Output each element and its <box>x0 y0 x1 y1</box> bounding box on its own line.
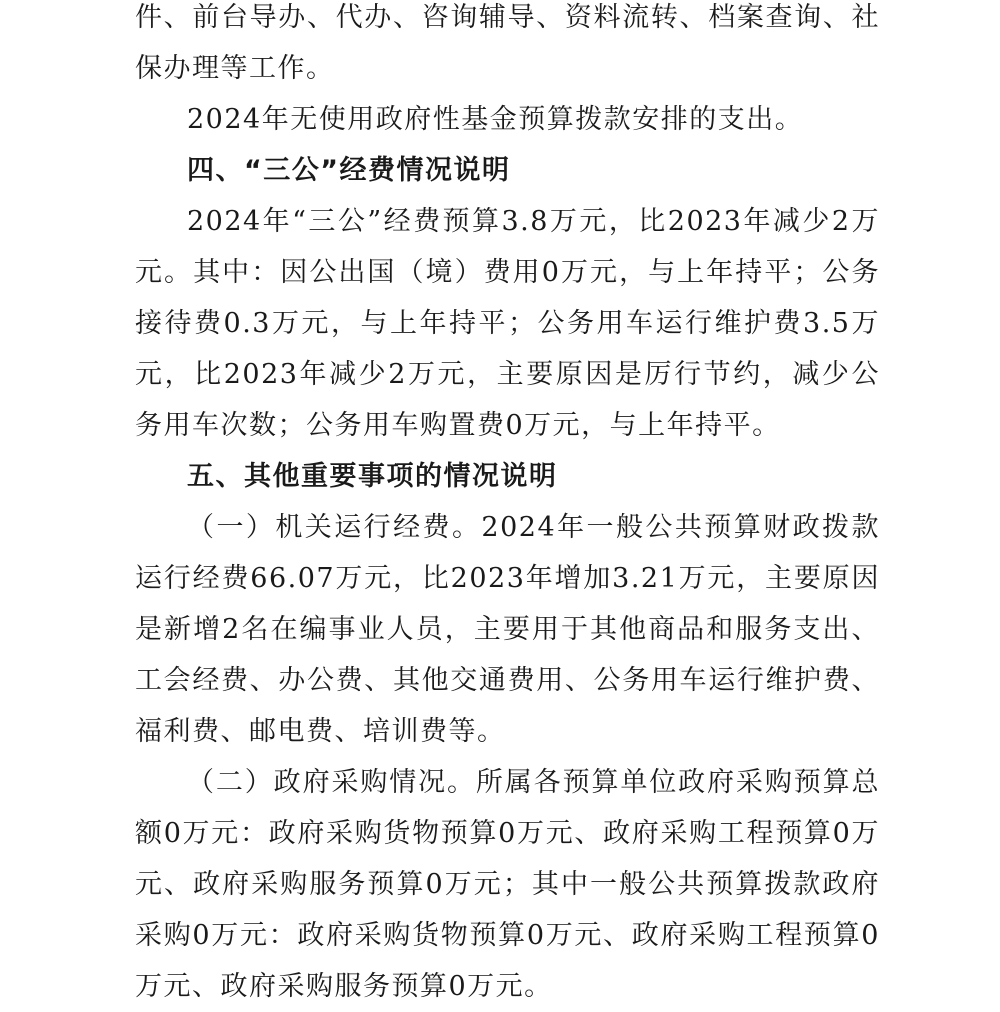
paragraph-service-items: 件、前台导办、代办、咨询辅导、资料流转、档案查询、社保办理等工作。 <box>135 2 880 84</box>
paragraph-three-public-expenses: 2024年“三公”经费预算3.8万元，比2023年减少2万元。其中：因公出国（境）费用0万元，与上年持平；公务接待费0.3万元，与上年持平；公务用车运行维护费3.5万元，比2023年减少2万元，主要原因是厉行节约，减少公务用车次数；公务用车购置费0万元，与上年持平。 <box>135 206 880 441</box>
heading-three-public-expenses: 四、“三公”经费情况说明 <box>187 155 511 186</box>
paragraph-fund-budget: 2024年无使用政府性基金预算拨款安排的支出。 <box>187 104 804 135</box>
document-page <box>135 0 880 1012</box>
heading-other-matters: 五、其他重要事项的情况说明 <box>187 461 558 492</box>
paragraph-government-procurement: （二）政府采购情况。所属各预算单位政府采购预算总额0万元：政府采购货物预算0万元、政府采购工程预算0万元、政府采购服务预算0万元；其中一般公共预算拨款政府采购0万元：政府采购货物预算0万元、政府采购工程预算0万元、政府采购服务预算0万元。 <box>135 767 880 1002</box>
paragraph-operating-expenses: （一）机关运行经费。2024年一般公共预算财政拨款运行经费66.07万元，比2023年增加3.21万元，主要原因是新增2名在编事业人员，主要用于其他商品和服务支出、工会经费、办公费、其他交通费用、公务用车运行维护费、福利费、邮电费、培训费等。 <box>135 512 880 747</box>
